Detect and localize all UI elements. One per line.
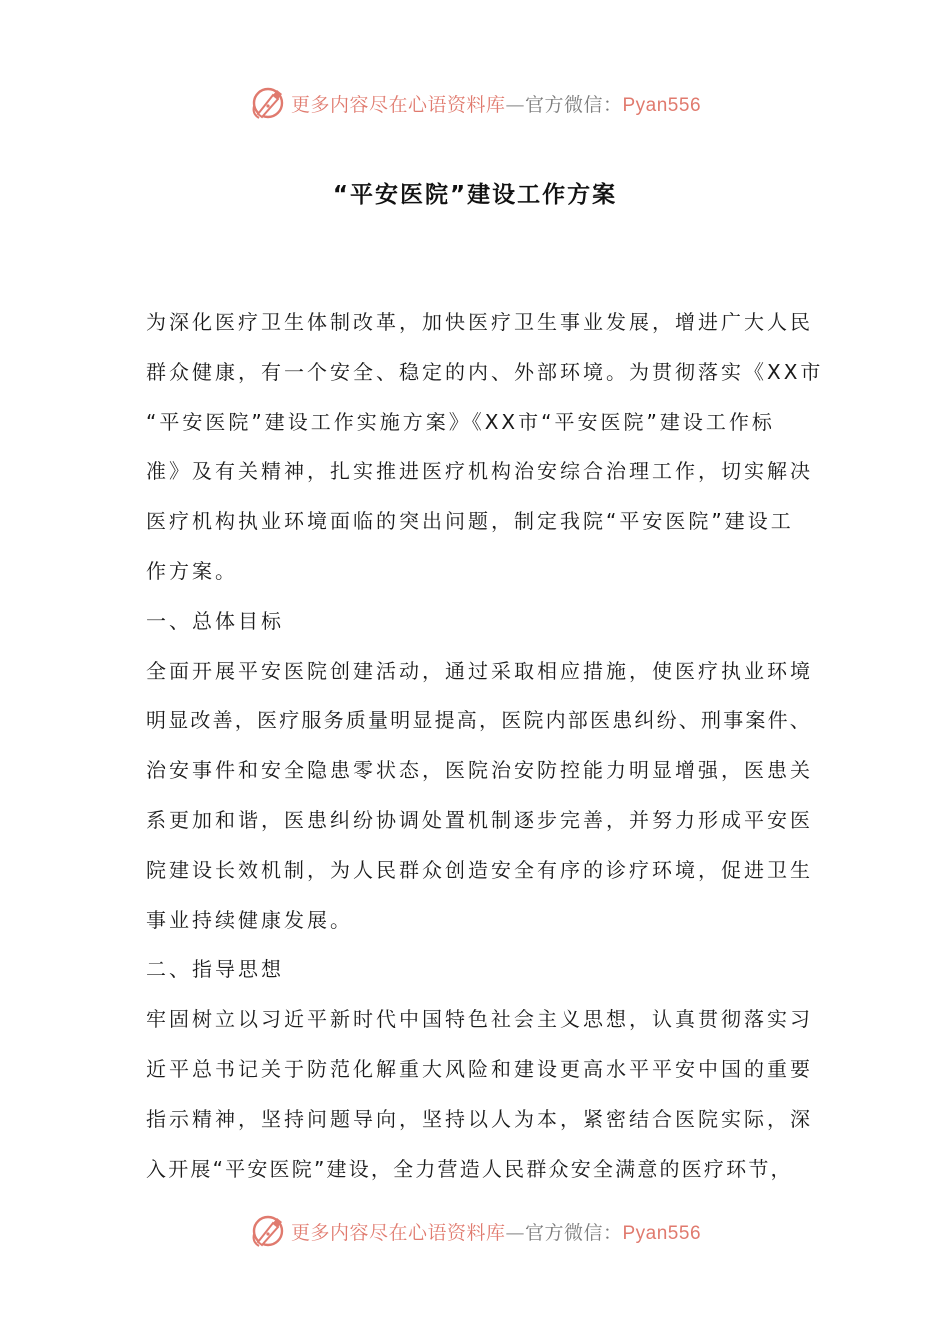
body-line: 医疗机构执业环境面临的突出问题，制定我院“平安医院”建设工 xyxy=(146,509,794,534)
pen-nib-logo-icon xyxy=(249,84,287,122)
body-line: 入开展“平安医院”建设，全力营造人民群众安全满意的医疗环节， xyxy=(146,1156,793,1181)
body-line: 指示精神，坚持问题导向，坚持以人为本，紧密结合医院实际，深 xyxy=(146,1106,813,1131)
banner-wechat-label: 官方微信： xyxy=(524,93,623,116)
body-line: 牢固树立以习近平新时代中国特色社会主义思想，认真贯彻落实习 xyxy=(146,1007,813,1032)
body-line: 明显改善，医疗服务质量明显提高，医院内部医患纠纷、刑事案件、 xyxy=(146,708,812,733)
section-heading-goals: 一、总体目标 xyxy=(146,608,284,633)
document-body xyxy=(146,298,824,1194)
body-line: 事业持续健康发展。 xyxy=(146,907,353,932)
body-line: 作方案。 xyxy=(146,558,238,583)
body-line: 为深化医疗卫生体制改革，加快医疗卫生事业发展，增进广大人民 xyxy=(146,310,813,334)
header-watermark-banner xyxy=(0,81,950,125)
banner-wechat-id: Pyan556 xyxy=(622,1222,702,1244)
body-line: 治安事件和安全隐患零状态，医院治安防控能力明显增强，医患关 xyxy=(146,758,813,783)
banner-dash: — xyxy=(505,1221,525,1244)
body-line: 院建设长效机制，为人民群众创造安全有序的诊疗环境，促进卫生 xyxy=(146,857,813,882)
body-line: “平安医院”建设工作实施方案》《XX市“平安医院”建设工作标 xyxy=(146,409,775,434)
body-line: 准》及有关精神，扎实推进医疗机构治安综合治理工作，切实解决 xyxy=(146,459,813,484)
footer-watermark-banner xyxy=(0,1209,950,1253)
body-line: 群众健康，有一个安全、稳定的内、外部环境。为贯彻落实《XX市 xyxy=(146,359,824,384)
footer-watermark-text xyxy=(291,1218,701,1245)
banner-library-text: 更多内容尽在心语资料库 xyxy=(290,93,506,116)
banner-dash: — xyxy=(505,93,525,116)
body-line: 全面开展平安医院创建活动，通过采取相应措施，使医疗执业环境 xyxy=(146,658,813,683)
banner-wechat-id: Pyan556 xyxy=(622,94,702,116)
body-line: 近平总书记关于防范化解重大风险和建设更高水平平安中国的重要 xyxy=(146,1056,813,1081)
banner-wechat-label: 官方微信： xyxy=(524,1221,623,1244)
banner-library-text: 更多内容尽在心语资料库 xyxy=(290,1221,506,1244)
pen-nib-logo-icon xyxy=(249,1212,287,1250)
document-title: “平安医院”建设工作方案 xyxy=(332,182,618,208)
section-heading-guiding-ideology: 二、指导思想 xyxy=(146,957,284,982)
body-line: 系更加和谐，医患纠纷协调处置机制逐步完善，并努力形成平安医 xyxy=(146,807,813,832)
header-watermark-text xyxy=(291,90,701,117)
